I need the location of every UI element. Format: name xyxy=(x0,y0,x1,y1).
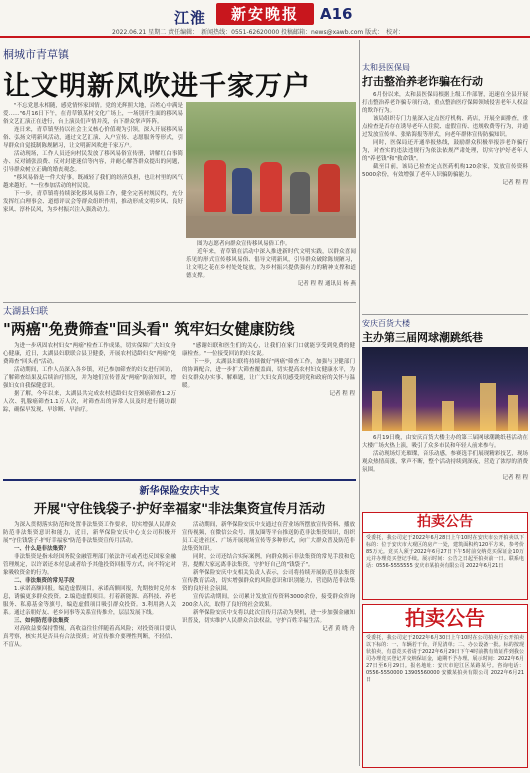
auction-notice-1 xyxy=(362,512,528,600)
auction-notice-2-body: 受委托，我公司定于2022年6月30日上午10时在公司拍卖厅公开拍卖以下标的：一、车辆若干台，详见清单；二、办公设备一批。标的按现状拍卖，有意竞买者请于2022年6月29日下午4时前携有效证件到我公司办理竞买登记并交纳保证金，逾期不予办理。展示时间：2022年6月27日至6月29日。报名地址：安庆市迎江区某路某号。咨询电话：0556-5550000 13905560000 安徽某拍卖有限公司 2022年6月21日 xyxy=(366,635,524,683)
article1-caption xyxy=(186,240,356,300)
article1-paragraph: 下一步，青草镇将持续深化移风易俗工作，健全完善村规民约，充分发挥红白理事会、道德评议会等群众组织作用，推动形成文明乡风、良好家风、淳朴民风，为乡村振兴注入强劲动力。 xyxy=(3,191,183,213)
article1-kicker: 桐城市青草镇 xyxy=(3,48,69,61)
caption-paragraph: 近年来，青草镇在活动中深入推进新时代文明实践，以群众喜闻乐见的形式宣传移风易俗、倡导文明新风，引导群众破除陈规陋习，让文明之花在乡村处处绽放，为乡村振兴提供强有力的精神支撑和道德支撑。 xyxy=(186,249,356,279)
article3-paragraph: 新华保险安庆中支相关负责人表示，公司将持续开展防范非法集资宣传教育活动，切实增强群众的风险意识和识别能力，营造防范非法集资的良好社会氛围。 xyxy=(182,570,355,592)
column-divider xyxy=(359,40,360,766)
right-article1-body xyxy=(362,91,528,299)
article3-paragraph: 同时，公司还结合实际案例，向群众揭示非法集资的常见手段和危害，提醒大家远离非法集资，守护好自己的"钱袋子"。 xyxy=(182,554,355,568)
article2-column-2 xyxy=(182,342,355,482)
photo-light xyxy=(442,401,454,431)
photo-person xyxy=(232,168,252,214)
article3-paragraph: 对高收益要保持警惕，高收益往往伴随着高风险；对投资项目要认真考察，核实其是否具有合法资质；对宣传推介要理性判断，不轻信、不盲从。 xyxy=(3,626,176,648)
photo-light xyxy=(508,395,518,431)
page-number: A16 xyxy=(320,5,353,23)
article3-column-2 xyxy=(182,521,355,771)
article1-photo xyxy=(186,102,356,238)
article1-paragraph: 连日来，青草镇坚持以社会主义核心价值观为引领，深入开展移风易俗、弘扬文明新风活动，通过文艺汇演、入户宣传、志愿服务等形式，引导群众自觉抵制陈规陋习，让文明新风吹进千家万户。 xyxy=(3,127,183,149)
auction-notice-2-header: 拍卖公告 xyxy=(363,605,527,633)
article2-paragraph: 据了解，今年以来，太湖县共完成农村适龄妇女宫颈癌筛查1.2万人次、乳腺癌筛查1.1万人次，对筛查出的异常人员及时进行随访跟踪，确保早发现、早诊断、早治疗。 xyxy=(3,391,176,413)
article2-paragraph: "感谢妇联和医生们的关心，让我们在家门口就能享受到免费的健康检查。"一位接受回访的妇女说。 xyxy=(182,343,355,357)
article2-paragraph: 下一步，太湖县妇联将持续做好"两癌"筛查工作，加强与卫健部门的协调配合，进一步扩大筛查覆盖面，切实提高农村妇女健康水平，为妇女群众办实事、解难题，让广大妇女真切感受到党和政府的关怀与温暖。 xyxy=(182,359,355,389)
auction-notice-2 xyxy=(362,604,528,768)
article2-paragraph: 活动期间，工作人员深入各乡镇，对已参加筛查的妇女进行回访，了解筛查结果及后续治疗情况，并为她们宣传普及"两癌"防治知识，增强妇女自我保健意识。 xyxy=(3,367,176,389)
photo-person xyxy=(318,164,340,212)
section-divider xyxy=(3,302,356,303)
article3-paragraph: 宣传活动期间，公司累计发放宣传资料3000余份，接受群众咨询200余人次，取得了良好的社会效果。 xyxy=(182,594,355,608)
right-article1-paragraph: 同时，医保局还开通举报热线，鼓励群众积极举报涉老诈骗行为，对查实的违法违规行为依法依规严肃处理，切实守护好老年人的"养老钱"和"救命钱"。 xyxy=(362,140,528,162)
masthead-region: 江淮 xyxy=(174,9,207,27)
article3-paragraph: 新华保险安庆中支将以此次宣传月活动为契机，进一步加强金融知识普及，切实维护人民群众合法权益，守护百姓幸福生活。 xyxy=(182,610,355,624)
photo-light xyxy=(372,391,382,431)
right-article2-photo xyxy=(362,347,528,431)
photo-person xyxy=(260,162,282,212)
masthead-rule xyxy=(0,36,530,38)
article3-kicker: 新华保险安庆中支 xyxy=(139,486,220,497)
article3 xyxy=(3,482,356,770)
right-article1-paragraph: 6月份以来，太和县医保局根据上级工作部署，迅速在全县开展打击整治养老诈骗专项行动，重点整治医疗保障领域侵害老年人权益的欺诈行为。 xyxy=(362,92,528,114)
article2-column-1 xyxy=(3,342,176,482)
article2 xyxy=(3,304,356,476)
masthead-info: 2022.06.21 星期二 责任编辑： 新闻热线：0551-62620000 投稿邮箱：news@xawb.com 版式： 校对： xyxy=(112,29,405,36)
article1-headline xyxy=(0,40,358,103)
right-article2-byline: 记者 程 程 xyxy=(502,475,528,481)
caption-paragraph: 图为志愿者向群众宣传移风易俗工作。 xyxy=(197,241,291,247)
article1-title: 让文明新风吹进千家万户 xyxy=(3,71,311,102)
newspaper-logo: 新安晚报 xyxy=(216,3,314,25)
article3-byline: 记者 黄 晓 舟 xyxy=(322,626,355,632)
article2-kicker: 太湖县妇联 xyxy=(3,307,49,317)
right-article2-title: 主办第三届网球潮跳纸巷 xyxy=(362,331,483,344)
article2-title: "两癌"免费筛查"回头看" 筑牢妇女健康防线 xyxy=(3,320,295,338)
photo-person xyxy=(204,160,226,212)
right-article2-paragraph: 6月19日晚，由安庆百货大楼主办的第三届网球潮跳纸巷活动在大楼广场火热上演，吸引了众多市民和年轻人前来参与。 xyxy=(362,435,528,449)
right-article2-paragraph: 活动现场灯光璀璨，音乐动感，参赛选手们展现精彩技艺，现场观众热情高涨，掌声不断，整个活动持续到深夜，营造了浓厚的消费氛围。 xyxy=(362,451,528,473)
article3-column-1 xyxy=(3,521,176,771)
article3-subhead: 二、非法集资的常见手段 xyxy=(14,578,75,584)
right-article1-title: 打击整治养老诈骗在行动 xyxy=(362,75,483,88)
section-divider xyxy=(3,479,356,481)
auction-notice-1-header: 拍卖公告 xyxy=(363,513,527,533)
section-divider xyxy=(362,314,528,315)
article3-paragraph: 非法集资是指未经国务院金融管理部门依法许可或者违反国家金融管理规定，以许诺还本付息或者给予其他投资回报等方式，向不特定对象吸收资金的行为。 xyxy=(3,554,176,576)
article3-paragraph: 1.承诺高额回报。编造虚假项目，承诺高额回报，先期按时兑付本息，诱骗更多群众投资。2.编造虚假项目。打着新能源、高科技、养老服务、私募基金等旗号，编造虚假项目吸引群众投资。3.利用熟人关系。通过亲朋好友、老乡同事等关系宣传推介，层层发展下线。 xyxy=(3,586,176,616)
right-article2-kicker: 安庆百货大楼 xyxy=(362,319,410,328)
photo-light xyxy=(480,383,496,431)
right-article1-paragraph: 该局组织专门力量深入定点医疗机构、药店，开展全面排查，重点检查是否存在诱导老年人住院、虚假宣传、违规收费等行为，并通过发放宣传单、张贴海报等形式，向老年群体宣传防骗知识。 xyxy=(362,116,528,138)
photo-light xyxy=(402,376,416,431)
auction-notice-1-body: 受委托，我公司定于2022年6月28日上午10时在安庆市公开拍卖以下标的：位于安庆市大观区的房产一处，建筑面积约120平方米，参考价85万元。竞买人须于2022年6月27日下午5时前交纳竞买保证金10万元并办理竞买登记手续。展示时间：公告之日起至拍卖前一日。联系电话：0556-5555555 安庆市某拍卖有限公司 2022年6月21日 xyxy=(366,535,524,569)
article2-paragraph: 为进一步巩固农村妇女"两癌"检查工作成果，切实保障广大妇女身心健康，近日，太湖县妇联联合县卫健委，开展农村适龄妇女"两癌"免费筛查"回头看"活动。 xyxy=(3,343,176,365)
photo-ground xyxy=(186,216,356,238)
article3-paragraph: 活动期间，新华保险安庆中支通过在营业场所摆放宣传资料、播放宣传视频，在微信公众号、朋友圈等平台推送防范非法集资知识，组织员工走进社区、广场开展现场宣传等多种形式，向广大群众普及防范非法集资知识。 xyxy=(182,522,355,552)
article1-paragraph: 活动现场，工作人员还向村民发放了移风易俗宣传册，讲解红白事简办、反对铺张浪费、反对封建迷信等内容，并耐心解答群众提出的问题，引导群众树立正确的婚丧观念。 xyxy=(3,151,183,173)
article3-subhead: 一、什么是非法集资？ xyxy=(14,546,70,552)
article1-byline: 记者 程 程 通讯员 杨 燕 xyxy=(297,281,356,287)
article1-paragraph: "不忘党恩永相随，感党情怀家国情。党的光辉照大地，百姓心中满是爱……"6月16日下午，在青草镇某村文化广场上，一场别开生面的移风易俗文艺汇演正在进行，台上演员们声情并茂，台下群众掌声阵阵。 xyxy=(3,103,183,125)
right-article1 xyxy=(362,62,528,332)
right-article1-paragraph: 截至目前，该局已检查定点医药机构120余家，发放宣传资料5000余份，有效增强了老年人识骗防骗能力。 xyxy=(362,164,528,178)
article3-title: 开展"守住钱袋子·护好幸福家"非法集资宣传月活动 xyxy=(33,502,326,517)
photo-person xyxy=(290,172,310,214)
right-article1-byline: 记者 程 程 xyxy=(502,180,528,186)
right-article1-kicker: 太和县医保局 xyxy=(362,63,410,72)
article1-paragraph: "移风易俗是一件大好事，既减轻了我们的经济负担，也让村里的风气越来越好。"一位参加活动的村民说。 xyxy=(3,175,183,189)
masthead xyxy=(0,0,530,40)
article2-byline: 记者 程 程 xyxy=(329,391,355,397)
article3-paragraph: 为深入贯彻落实防范和处置非法集资工作要求，切实增强人民群众防范非法集资意识和能力，近日，新华保险安庆中心支公司积极开展"守住钱袋子·护好幸福家"防范非法集资宣传月活动。 xyxy=(3,522,176,544)
article1-body xyxy=(3,102,183,300)
article3-subhead: 三、如何防范非法集资 xyxy=(14,618,70,624)
